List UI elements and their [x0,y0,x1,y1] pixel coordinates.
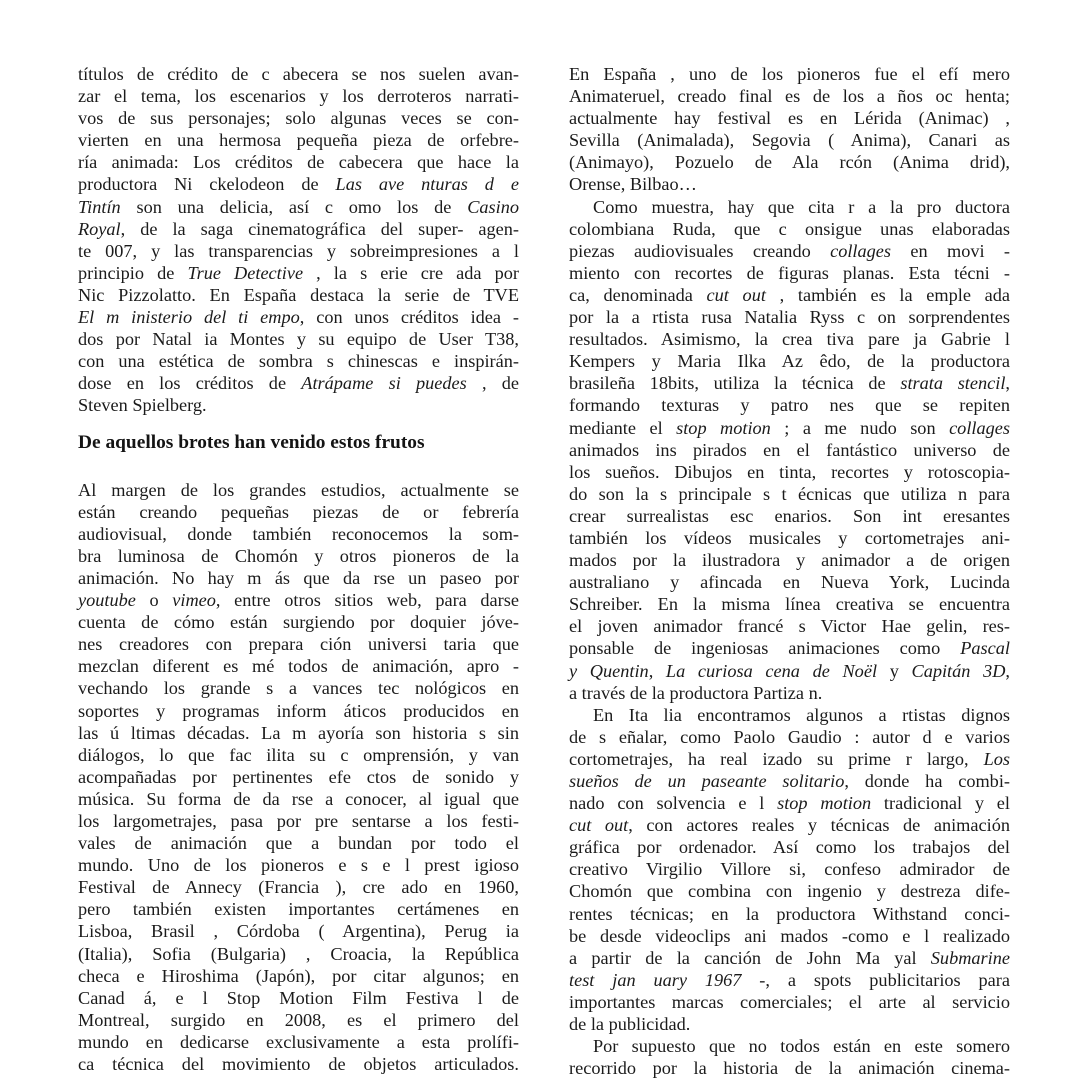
text-segment: resultados. Asimismo, la crea tiva pare ja Gabrie l [569,329,1010,350]
text-line [78,107,519,129]
text-segment: actualmente hay festival es en Lérida (Animac) , [569,108,1010,129]
text-line [78,876,519,898]
text-segment: mundo en dedicarse exclusivamente a esta prolífi- [78,1031,519,1052]
text-line [78,501,519,523]
text-segment: pero también existen importantes certámenes en [78,899,519,920]
text-line [78,987,519,1009]
text-segment: mados por la ilustradora y animador a de origen [569,550,1010,571]
text-segment: dos por Natal ia Montes y su equipo de User T38, [78,329,519,350]
text-segment: zar el tema, los escenarios y los derroteros narrati- [78,86,519,107]
text-line [569,483,1010,505]
text-segment: Canad á, e l Stop Motion Film Festiva l de [78,987,519,1008]
text-line [78,965,519,987]
text-segment: las ú ltimas décadas. La m ayoría son historia s sin [78,722,519,743]
text-segment: (Italia), Sofia (Bulgaria) , Croacia, la República [78,943,519,964]
text-segment: están creando pequeñas piezas de or febrería [78,501,519,522]
text-line [569,151,1010,173]
text-line [78,788,519,810]
italic-text-segment: Capitán 3D [911,660,1006,681]
text-segment: ponsable de ingeniosas animaciones como [569,638,961,659]
italic-text-segment: Atrápame si puedes [301,373,467,394]
text-segment: diálogos, lo que fac ilita su c omprensión, y van [78,744,519,765]
text-line [78,943,519,965]
text-segment: miento con recortes de figuras planas. Esta técni - [569,262,1010,283]
text-segment: vales de animación que a bundan por todo el [78,833,519,854]
text-segment: vierten en una hermosa pequeña pieza de orfebre- [78,130,519,151]
text-line [569,129,1010,151]
text-segment: animados ins pirados en el fantástico universo de [569,439,1010,460]
text-segment: los largometrajes, pasa por pre sentarse a los festi- [78,811,519,831]
text-segment: crear surrealistas esc enarios. Son int eresantes [569,505,1010,526]
text-line [569,240,1010,262]
text-segment: checa e Hiroshima (Japón), por citar algunos; en [78,965,519,986]
text-line [569,969,1010,991]
text-line [569,947,1010,969]
text-segment: ca técnica del movimiento de objetos articulados. [78,1054,519,1075]
text-line [569,527,1010,549]
text-segment: creativo Virgilio Villore si, confeso admirador de [569,859,1010,880]
text-segment: Al margen de los grandes estudios, actualmente se [78,479,519,500]
text-segment: Kempers y Maria Ilka Az êdo, de la productora [569,351,1010,372]
text-segment: por la a rtista rusa Natalia Ryss c on sorprendentes [569,307,1010,328]
text-segment: , con unos créditos idea - [299,307,519,328]
text-segment: animación. No hay m ás que da rse un paseo por [78,567,519,588]
text-line [569,461,1010,483]
text-line [78,545,519,567]
text-line [78,854,519,876]
text-segment: be desde videoclips ani mados -como e l realizado [569,925,1010,946]
text-segment: de la publicidad. [569,1014,691,1035]
italic-text-segment: youtube [78,590,136,611]
text-segment: Animateruel, creado final es de los a ños oc henta; [569,86,1010,107]
text-line [78,85,519,107]
text-line [569,792,1010,814]
text-line [569,328,1010,350]
italic-text-segment: El m inisterio del ti empo [78,307,300,328]
text-line [78,1031,519,1053]
text-segment: colombiana Ruda, que c onsigue unas elaboradas [569,218,1010,239]
text-segment: Sevilla (Animalada), Segovia ( Anima), Canari as [569,130,1010,151]
text-segment: nado con solvencia e l [569,793,778,814]
italic-text-segment: Pascal [960,638,1010,659]
text-segment: Por supuesto que no todos están en este somero [593,1036,1010,1057]
text-line [78,766,519,788]
text-segment: , donde ha combi- [844,771,1010,791]
text-segment: títulos de crédito de c abecera se nos suelen avan- [78,64,519,84]
text-line [78,920,519,942]
italic-text-segment: collages [830,240,892,261]
italic-text-segment: Casino [467,196,519,217]
text-segment: , [1005,660,1010,681]
text-segment: ca, denominada [569,284,707,305]
text-segment: Montreal, surgido en 2008, es el primero del [78,1009,519,1030]
text-segment: productora Ni ckelodeon de [78,174,336,195]
text-line [78,655,519,677]
text-line [78,262,519,284]
text-line [569,350,1010,372]
text-line [78,394,519,416]
italic-text-segment: collages [949,417,1010,438]
text-segment: , también es la emple ada [765,284,1010,305]
text-segment: mundo. Uno de los pioneros e s e l prest igioso [78,855,519,876]
text-segment: mediante el [569,417,677,438]
italic-text-segment: vimeo [172,590,216,611]
text-segment: a través de la productora Partiza n. [569,682,823,703]
italic-text-segment: stop motion [676,417,771,438]
text-segment: y [877,660,912,681]
text-segment: bra luminosa de Chomón y otros pioneros de la [78,545,519,566]
text-segment: dose en los créditos de [78,373,302,394]
text-line [569,306,1010,328]
text-line [78,589,519,611]
text-segment: Festival de Annecy (Francia ), cre ado en 1960, [78,877,519,898]
text-line [569,107,1010,129]
text-segment: rentes técnicas; en la productora Withstand conci- [569,903,1010,924]
italic-text-segment: Submarine [930,947,1010,968]
text-segment: brasileña 18bits, utiliza la técnica de [569,373,901,394]
text-segment: a partir de la canción de John Ma yal [569,947,931,968]
text-line [78,173,519,195]
italic-text-segment: y Quentin [569,660,649,681]
text-segment: Nic Pizzolatto. En España destaca la serie de TVE [78,284,519,305]
text-line [78,832,519,854]
text-line [78,810,519,832]
text-line [569,173,1010,195]
text-segment: , de la saga cinematográfica del super- agen- [120,218,519,239]
text-segment: recorrido por la historia de la animación cinema- [569,1058,1010,1079]
italic-text-segment: cut out [569,815,629,836]
text-segment: mezclan diferent es mé todos de animación, apro - [78,656,519,677]
text-line [569,991,1010,1013]
text-segment: piezas audiovisuales creando [569,240,831,261]
text-line [78,1009,519,1031]
text-segment: -, a spots publicitarios para [741,969,1010,990]
text-segment: ría animada: Los créditos de cabecera que hace la [78,152,519,173]
text-line [569,660,1010,682]
text-line [78,700,519,722]
text-line [569,1013,1010,1035]
text-line [78,523,519,545]
text-segment: cortometrajes, ha real izado su prime r largo, [569,748,984,769]
text-line [78,196,519,218]
text-segment: tradicional y el [871,793,1010,814]
text-segment: también los vídeos musicales y cortometrajes ani- [569,527,1010,548]
text-segment: (Animayo), Pozuelo de Ala rcón (Anima drid), [569,152,1010,173]
text-line [569,196,1010,218]
text-segment: , de [466,373,520,394]
text-segment: vos de sus personajes; solo algunas veces se con- [78,108,519,129]
text-line [569,549,1010,571]
text-line [569,682,1010,704]
text-line [569,880,1010,902]
text-line [78,677,519,699]
text-line [78,350,519,372]
text-line [569,505,1010,527]
text-line [569,637,1010,659]
text-segment: nes creadores con prepara ción universi taria que [78,634,519,655]
italic-text-segment: True Detective [187,262,304,283]
text-segment: cuenta de cómo están surgiendo por doquier jóve- [78,612,519,633]
italic-text-segment: sueños de un paseante solitario [569,771,845,791]
text-line [569,262,1010,284]
text-line [78,611,519,633]
text-line [78,306,519,328]
italic-text-segment: test jan uary 1967 [569,969,742,990]
text-segment: Como muestra, hay que cita r a la pro ductora [593,196,1010,217]
italic-text-segment: cut out [706,284,766,305]
text-line [78,328,519,350]
text-line [78,1053,519,1075]
text-line [569,571,1010,593]
text-segment: do son la s principale s t écnicas que utiliza n para [569,483,1010,504]
text-segment: En España , uno de los pioneros fue el efí mero [569,64,1010,84]
text-line [569,836,1010,858]
text-line [78,284,519,306]
text-line [569,903,1010,925]
text-segment: , con actores reales y técnicas de animación [628,815,1010,836]
text-segment: formando texturas y patro nes que se repiten [569,395,1010,416]
text-segment: Lisboa, Brasil , Córdoba ( Argentina), Perug ia [78,921,519,942]
text-line [78,722,519,744]
text-line [569,284,1010,306]
text-line [569,394,1010,416]
text-line [78,372,519,394]
text-line [569,704,1010,726]
text-line [569,1035,1010,1057]
italic-text-segment: Tintín [78,196,121,217]
right-column [569,63,1010,1090]
text-segment: te 007, y las transparencias y sobreimpresiones a l [78,240,519,261]
text-segment: soportes y programas inform áticos producidos en [78,700,519,721]
text-segment: Chomón que combina con ingenio y destreza dife- [569,881,1010,902]
section-heading: De aquellos brotes han venido estos frutos [78,431,425,453]
text-segment: audiovisual, donde también reconocemos la som- [78,523,519,544]
text-line [569,1057,1010,1079]
text-line [569,63,1010,85]
text-segment: ; a me nudo son [770,417,950,438]
text-segment: En Ita lia encontramos algunos a rtistas dignos [593,704,1010,725]
text-segment: importantes marcas comerciales; el arte al servicio [569,991,1010,1012]
text-line [569,593,1010,615]
italic-text-segment: stop motion [777,793,872,814]
text-line [569,417,1010,439]
text-segment: son una delicia, así c omo los de [120,196,468,217]
italic-text-segment: La curiosa cena de Noël [665,660,878,681]
italic-text-segment: strata stencil [900,373,1006,394]
text-segment: acompañadas por pertinentes efe ctos de sonido y [78,766,519,787]
text-line [78,898,519,920]
text-line [569,85,1010,107]
text-segment: , [1005,373,1010,394]
text-line [569,372,1010,394]
text-segment: el joven animador francé s Victor Hae gelin, res- [569,616,1010,637]
italic-text-segment: Los [983,748,1010,769]
text-line [78,63,519,85]
left-column [78,63,519,1090]
text-line [78,151,519,173]
text-segment: vechando los grande s a vances tec nológicos en [78,678,519,699]
text-line [569,748,1010,770]
text-line [569,925,1010,947]
text-segment: principio de [78,262,188,283]
text-segment: música. Su forma de da rse a conocer, al igual que [78,788,519,809]
text-segment: en movi - [891,240,1010,261]
text-segment: de s eñalar, como Paolo Gaudio : autor d e varios [569,726,1010,747]
text-segment: Schreiber. En la misma línea creativa se encuentra [569,594,1010,615]
text-segment: gráfica por ordenador. Así como los trabajos del [569,837,1010,858]
text-segment: Orense, Bilbao… [569,174,697,195]
text-line [569,858,1010,880]
text-line [569,726,1010,748]
text-line [569,770,1010,792]
text-line [78,240,519,262]
text-segment: los sueños. Dibujos en tinta, recortes y rotoscopia- [569,461,1010,482]
text-segment: , la s erie cre ada por [303,262,519,283]
text-line [569,814,1010,836]
text-segment: , entre otros sitios web, para darse [215,590,519,611]
text-line [78,129,519,151]
text-line [78,479,519,501]
text-line [78,633,519,655]
text-line [78,218,519,240]
text-segment: con una estética de sombra s chinescas e inspirán- [78,351,519,372]
text-line [569,439,1010,461]
text-line [569,218,1010,240]
text-segment: , [648,660,666,681]
text-line [78,567,519,589]
text-segment: australiano y afincada en Nueva York, Lucinda [569,572,1010,593]
text-line [78,744,519,766]
text-segment: Steven Spielberg. [78,395,207,416]
text-line [569,615,1010,637]
italic-text-segment: Royal [78,218,121,239]
italic-text-segment: Las ave nturas d e [335,174,519,195]
text-segment: o [135,590,173,611]
